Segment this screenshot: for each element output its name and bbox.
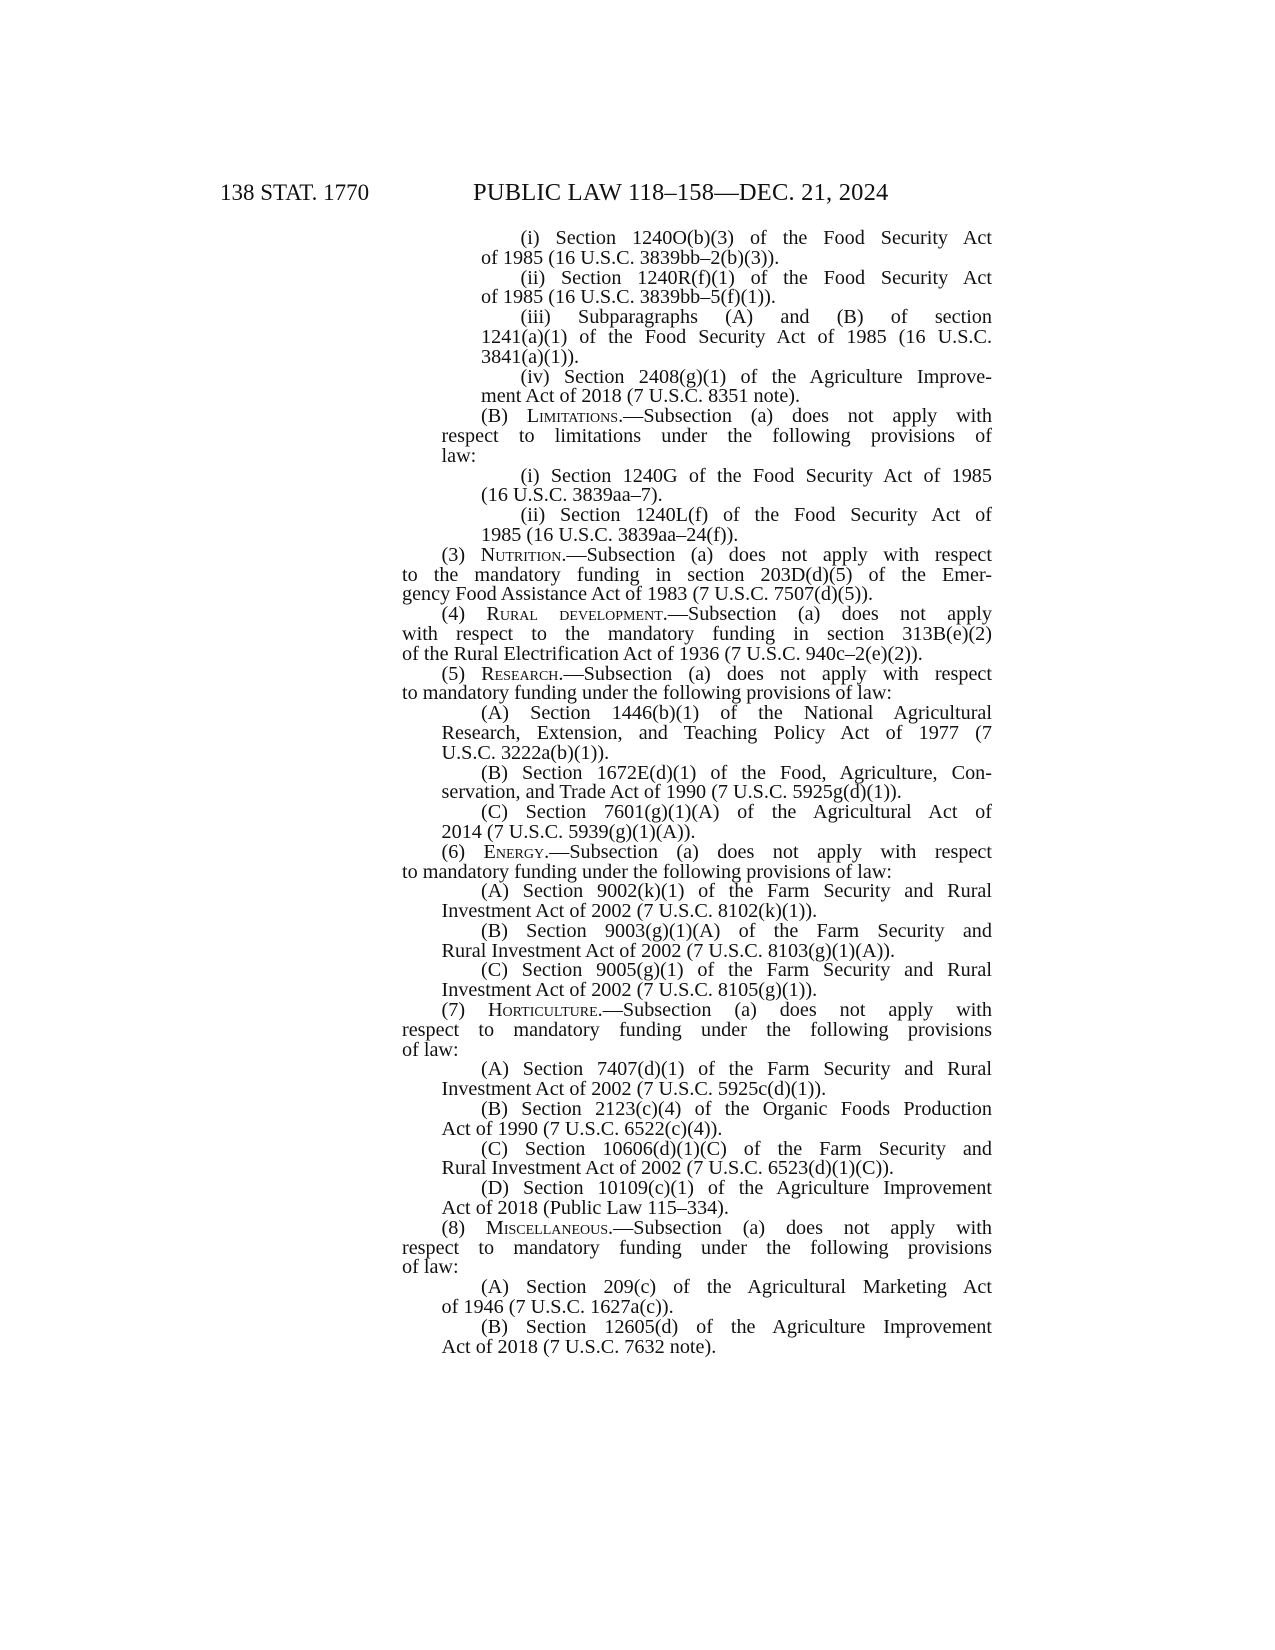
text-line: (A) Section 7407(d)(1) of the Farm Security and Rural bbox=[481, 1058, 992, 1081]
paragraph-heading: Rural development. bbox=[486, 603, 668, 626]
text-line: Act of 2018 (7 U.S.C. 7632 note). bbox=[441, 1335, 717, 1358]
section-paragraph bbox=[402, 1001, 992, 1060]
list-item bbox=[402, 229, 992, 269]
list-item bbox=[402, 1278, 992, 1318]
paragraph-number: (8) bbox=[441, 1216, 486, 1239]
text-line: with respect to the mandatory funding in section 313B(e)(2) bbox=[402, 622, 992, 645]
text-line bbox=[441, 1216, 993, 1239]
text-line: of law: bbox=[402, 1038, 459, 1061]
list-item bbox=[402, 961, 992, 1001]
text-line: of 1985 (16 U.S.C. 3839bb–5(f)(1)). bbox=[481, 286, 776, 309]
text-line: (C) Section 9005(g)(1) of the Farm Security and Rural bbox=[481, 959, 992, 982]
paragraph-text: —Subsection (a) does not apply with bbox=[602, 999, 993, 1022]
document-body bbox=[402, 229, 992, 1357]
text-line: (i) Section 1240G of the Food Security Act of 1985 bbox=[520, 464, 992, 487]
text-line: to mandatory funding under the following provisions of law: bbox=[402, 860, 893, 883]
list-item bbox=[402, 365, 992, 408]
paragraph-text: —Subsection (a) does not apply bbox=[667, 603, 993, 626]
paragraph-heading: Horticulture. bbox=[487, 999, 603, 1022]
text-line: (B) Section 2123(c)(4) of the Organic Foods Production bbox=[481, 1098, 992, 1121]
section-paragraph bbox=[402, 543, 992, 606]
text-line: Rural Investment Act of 2002 (7 U.S.C. 8103(g)(1)(A)). bbox=[441, 939, 896, 962]
text-line: U.S.C. 3222a(b)(1)). bbox=[441, 741, 610, 764]
text-line: 3841(a)(1)). bbox=[481, 345, 580, 368]
list-item bbox=[402, 506, 992, 546]
paragraph-text: —Subsection (a) does not apply with bbox=[623, 405, 992, 428]
list-item bbox=[402, 1060, 992, 1100]
text-line: 1241(a)(1) of the Food Security Act of 1985 (16 U.S.C. bbox=[481, 325, 992, 348]
text-line: (A) Section 9002(k)(1) of the Farm Security and Rural bbox=[481, 880, 992, 903]
text-line: gency Food Assistance Act of 1983 (7 U.S.C. 7507(d)(5)). bbox=[402, 583, 873, 606]
list-item bbox=[402, 704, 992, 763]
paragraph-number: (5) bbox=[441, 662, 482, 685]
section-paragraph bbox=[402, 605, 992, 664]
text-line: Act of 1990 (7 U.S.C. 6522(c)(4)). bbox=[441, 1117, 723, 1140]
paragraph-number: (6) bbox=[441, 840, 484, 863]
text-line: law: bbox=[441, 444, 477, 467]
section-paragraph bbox=[402, 407, 992, 466]
text-line: (B) Section 1672E(d)(1) of the Food, Agriculture, Con- bbox=[481, 761, 992, 784]
text-line: (16 U.S.C. 3839aa–7). bbox=[481, 484, 663, 507]
list-item bbox=[402, 266, 992, 309]
section-paragraph bbox=[402, 662, 992, 705]
text-line: 1985 (16 U.S.C. 3839aa–24(f)). bbox=[481, 523, 739, 546]
text-line bbox=[442, 1001, 993, 1021]
text-line: Investment Act of 2002 (7 U.S.C. 8105(g)(1)). bbox=[441, 979, 818, 1002]
text-line: Rural Investment Act of 2002 (7 U.S.C. 6523(d)(1)(C)). bbox=[441, 1157, 894, 1180]
text-line bbox=[442, 605, 993, 625]
section-paragraph bbox=[402, 1216, 992, 1279]
paragraph-text: —Subsection (a) does not apply with respect bbox=[566, 543, 992, 566]
paragraph-heading: Nutrition. bbox=[480, 543, 567, 566]
text-line: (ii) Section 1240R(f)(1) of the Food Security Act bbox=[520, 266, 992, 289]
text-line: (B) Section 9003(g)(1)(A) of the Farm Security and bbox=[481, 919, 992, 942]
text-line: respect to mandatory funding under the following provisions bbox=[402, 1018, 992, 1041]
text-line: (A) Section 1446(b)(1) of the National Agricultural bbox=[481, 702, 992, 725]
text-line: (ii) Section 1240L(f) of the Food Security Act of bbox=[520, 504, 992, 527]
paragraph-number: (B) bbox=[481, 405, 527, 428]
text-line: 2014 (7 U.S.C. 5939(g)(1)(A)). bbox=[441, 820, 696, 843]
text-line: to the mandatory funding in section 203D(d)(5) of the Emer- bbox=[402, 563, 992, 586]
text-line: (D) Section 10109(c)(1) of the Agriculture Improvement bbox=[481, 1177, 992, 1200]
paragraph-number: (3) bbox=[441, 543, 481, 566]
text-line: (A) Section 209(c) of the Agricultural Marketing Act bbox=[481, 1276, 992, 1299]
text-line bbox=[441, 840, 993, 863]
paragraph-heading: Research. bbox=[481, 662, 564, 685]
text-line: Investment Act of 2002 (7 U.S.C. 5925c(d)(1)). bbox=[441, 1078, 827, 1101]
paragraph-heading: Miscellaneous. bbox=[485, 1216, 614, 1239]
paragraph-heading: Limitations. bbox=[526, 405, 624, 428]
list-item bbox=[402, 1100, 992, 1140]
text-line bbox=[481, 407, 992, 427]
paragraph-text: —Subsection (a) does not apply with respect bbox=[549, 840, 992, 863]
text-line: ment Act of 2018 (7 U.S.C. 8351 note). bbox=[481, 385, 801, 408]
text-line: (C) Section 7601(g)(1)(A) of the Agricultural Act of bbox=[481, 801, 992, 824]
text-line: (B) Section 12605(d) of the Agriculture Improvement bbox=[481, 1315, 992, 1338]
text-line: of law: bbox=[402, 1256, 459, 1279]
list-item bbox=[402, 803, 992, 843]
text-line: Research, Extension, and Teaching Policy Act of 1977 (7 bbox=[441, 721, 992, 744]
text-line: Act of 2018 (Public Law 115–334). bbox=[441, 1197, 729, 1220]
list-item bbox=[402, 1137, 992, 1180]
statute-page-number: 138 STAT. 1770 bbox=[220, 180, 370, 205]
text-line: (iv) Section 2408(g)(1) of the Agriculture Improve- bbox=[520, 365, 992, 388]
running-head-title: PUBLIC LAW 118–158—DEC. 21, 2024 bbox=[473, 179, 889, 206]
paragraph-heading: Energy. bbox=[483, 840, 550, 863]
text-line: (iii) Subparagraphs (A) and (B) of section bbox=[520, 306, 992, 329]
text-line: to mandatory funding under the following provisions of law: bbox=[402, 682, 893, 705]
list-item bbox=[402, 308, 992, 367]
list-item bbox=[402, 1315, 992, 1358]
section-paragraph bbox=[402, 840, 992, 883]
list-item bbox=[402, 761, 992, 804]
text-line: of 1946 (7 U.S.C. 1627a(c)). bbox=[441, 1296, 674, 1319]
list-item bbox=[402, 882, 992, 922]
text-line bbox=[441, 543, 993, 566]
paragraph-number: (4) bbox=[441, 603, 487, 626]
text-line: (i) Section 1240O(b)(3) of the Food Security Act bbox=[520, 227, 992, 249]
text-line: of 1985 (16 U.S.C. 3839bb–2(b)(3)). bbox=[481, 246, 780, 269]
paragraph-text: —Subsection (a) does not apply with bbox=[613, 1216, 992, 1239]
text-line: (C) Section 10606(d)(1)(C) of the Farm Security and bbox=[481, 1137, 992, 1160]
text-line: respect to limitations under the following provisions of bbox=[441, 424, 992, 447]
paragraph-text: —Subsection (a) does not apply with respect bbox=[563, 662, 992, 685]
text-line: respect to mandatory funding under the following provisions bbox=[402, 1236, 992, 1259]
text-line: servation, and Trade Act of 1990 (7 U.S.C. 5925g(d)(1)). bbox=[441, 781, 902, 804]
text-line: of the Rural Electrification Act of 1936 (7 U.S.C. 940c–2(e)(2)). bbox=[402, 642, 923, 665]
list-item bbox=[402, 919, 992, 962]
paragraph-number: (7) bbox=[441, 999, 488, 1022]
list-item bbox=[402, 1179, 992, 1219]
text-line: Investment Act of 2002 (7 U.S.C. 8102(k)(1)). bbox=[441, 900, 818, 923]
list-item bbox=[402, 464, 992, 507]
